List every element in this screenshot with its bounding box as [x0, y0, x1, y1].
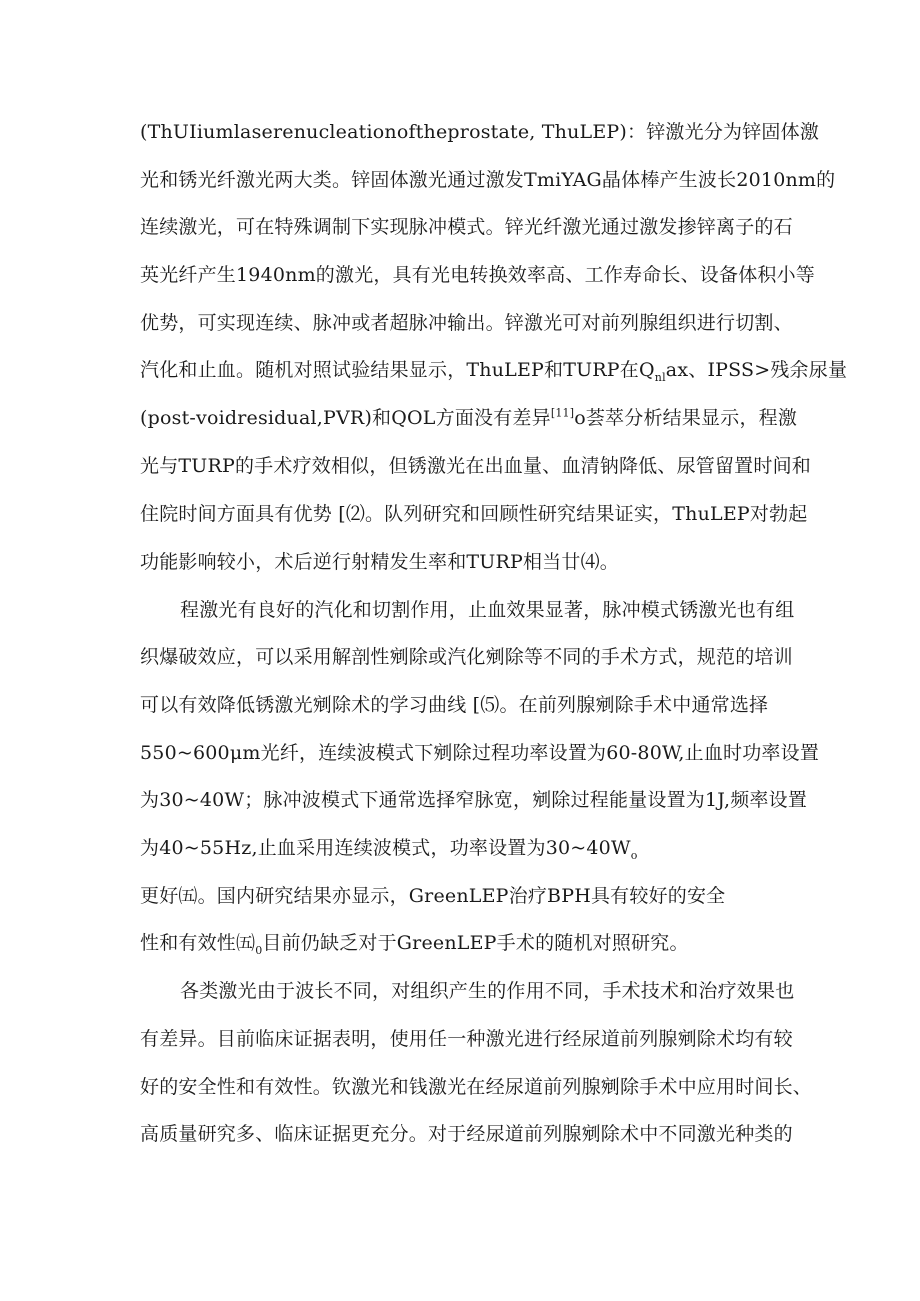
- paragraph-line: 光与TURP的手术疗效相似，但锈激光在出血量、血清钠降低、尿管留置时间和: [140, 455, 811, 477]
- paragraph-line: 住院时间方面具有优势 [⑵。队列研究和回顾性研究结果证实，ThuLEP对勃起: [140, 503, 808, 525]
- paragraph-line: [140, 929, 689, 957]
- paragraph-line: 可以有效降低锈激光剜除术的学习曲线 [⑸。在前列腺剜除手术中通常选择: [140, 694, 769, 716]
- paragraph-line: 功能影响较小，术后逆行射精发生率和TURP相当廿⑷。: [140, 551, 619, 573]
- paragraph-line: 为30~40W；脉冲波模式下通常选择窄脉宽，剜除过程能量设置为1J,频率设置: [140, 789, 808, 811]
- paragraph-line: 有差异。目前临床证据表明，使用任一种激光进行经尿道前列腺剜除术均有较: [140, 1028, 793, 1050]
- subscript: o: [630, 848, 638, 862]
- line-text: o荟萃分析结果显示，程激: [574, 407, 798, 429]
- line-text: (post-voidresidual,PVR)和QOL方面没有差异: [140, 407, 551, 429]
- line-text: 汽化和止血。随机对照试验结果显示，ThuLEP和TURP在Q: [140, 359, 655, 381]
- paragraph-line: (ThUIiumlaserenucleationoftheprostate, ThuLEP)：锌激光分为锌固体激: [140, 121, 820, 143]
- line-text: 性和有效性㈤: [140, 932, 256, 954]
- citation-superscript: [11]: [550, 406, 575, 420]
- line-text: ax、IPSS>残余尿量: [665, 359, 848, 381]
- paragraph-line: 英光纤产生1940nm的激光，具有光电转换效率高、工作寿命长、设备体积小等: [140, 264, 816, 286]
- paragraph-line: 各类激光由于波长不同，对组织产生的作用不同，手术技术和治疗效果也: [180, 980, 795, 1002]
- paragraph-line: [140, 834, 638, 862]
- paragraph-line: 光和锈光纤激光两大类。锌固体激光通过激发TmiYAG晶体棒产生波长2010nm的: [140, 169, 836, 191]
- paragraph-line: 优势，可实现连续、脉冲或者超脉冲输出。锌激光可对前列腺组织进行切割、: [140, 312, 793, 334]
- paragraph-line: [140, 356, 847, 384]
- subscript: nl: [654, 370, 666, 384]
- paragraph-line: 更好㈤。国内研究结果亦显示，GreenLEP治疗BPH具有较好的安全: [140, 885, 726, 907]
- line-text: 为40~55Hz,止血采用连续波模式，功率设置为30~40W: [140, 837, 631, 859]
- line-text: 目前仍缺乏对于GreenLEP手术的随机对照研究。: [262, 932, 689, 954]
- paragraph-line: 高质量研究多、临床证据更充分。对于经尿道前列腺剜除术中不同激光种类的: [140, 1123, 793, 1145]
- paragraph-line: 程激光有良好的汽化和切割作用，止血效果显著，脉冲模式锈激光也有组: [180, 599, 795, 621]
- paragraph-line: [140, 404, 797, 432]
- paragraph-line: 550~600μm光纤，连续波模式下剜除过程功率设置为60-80W,止血时功率设置: [140, 742, 820, 764]
- paragraph-line: 连续激光，可在特殊调制下实现脉冲模式。锌光纤激光通过激发掺锌离子的石: [140, 216, 793, 238]
- paragraph-line: 织爆破效应，可以采用解剖性剜除或汽化剜除等不同的手术方式，规范的培训: [140, 646, 793, 668]
- paragraph-line: 好的安全性和有效性。钦激光和钱激光在经尿道前列腺剜除手术中应用时间长、: [140, 1076, 813, 1098]
- subscript: 0: [255, 943, 263, 957]
